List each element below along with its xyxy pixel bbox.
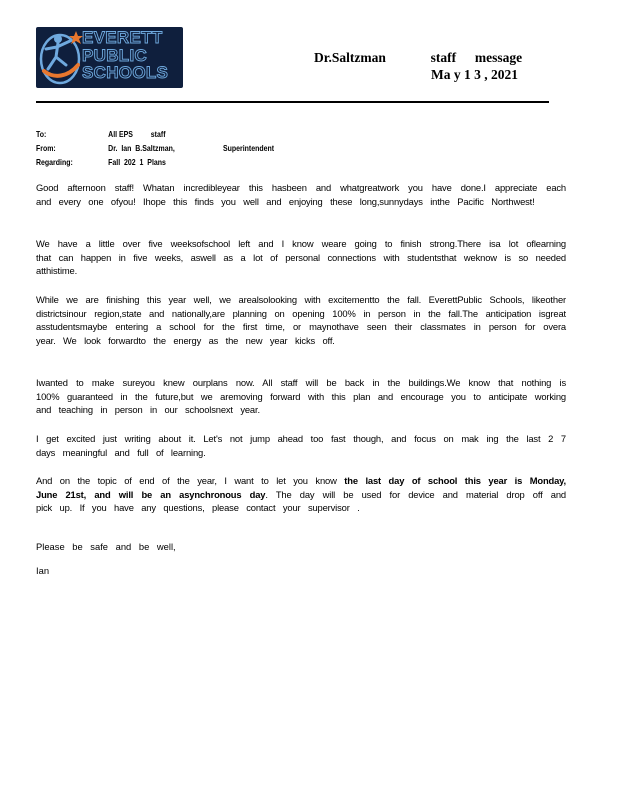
- last-day-details: . The day will be used for device and material drop off and pick up. If you have any questions, please contact your supervisor .: [36, 488, 566, 514]
- from-label: From:: [36, 143, 56, 153]
- paragraph-excited: I get excited just writing about it. Let's not jump ahead too fast though, and focus on mak ing the last 2 7 days meaningful and full of learning.: [36, 433, 566, 458]
- logo-line-2: PUBLIC: [82, 45, 148, 65]
- district-logo: [36, 27, 183, 88]
- to-extra: staff: [150, 129, 166, 139]
- title-staff: staff: [430, 50, 457, 65]
- logo-line-1: EVERETT: [82, 28, 163, 47]
- paragraph-fall-plans: While we are finishing this year well, we arealsolooking with excitementto the fall. EverettPublic Schools, likeother districtsinour region,state and nationally,are planning on opening 100% in person in the fall.The anticipation isgreat asstudentsmaybe entering a school for the first time, or maynothave seen their classmates in person for overa year. We look forwardto the energy as the new year kicks off.: [36, 294, 566, 346]
- regarding-value: Fall 202 1 Plans: [108, 157, 166, 167]
- last-day-highlight: the last day of school this year is Monday, June 21st, and will be an asynchronous day: [36, 475, 566, 500]
- to-label: To:: [36, 129, 47, 139]
- to-value: All EPS: [108, 129, 133, 139]
- title-message: message: [474, 50, 523, 65]
- last-day-intro: And on the topic of end of the year, I want to let you know: [36, 475, 337, 486]
- from-value: Dr. Ian B.Saltzman,: [108, 143, 175, 153]
- paragraph-five-weeks: We have a little over five weeksofschool left and I know weare going to finish strong.There isa lot oflearning that can happen in five weeks, aswell as a lot of personal connections with studentsthat weknow is so needed atthistime.: [36, 238, 566, 277]
- signature: Ian: [36, 565, 50, 576]
- paragraph-staff-return: Iwanted to make sureyou knew ourplans now. All staff will be back in the buildings.We know that nothing is 100% guaranteed in the future,but we aremoving forward with this plan and encourage you to anticipate working and teaching in person in our schoolsnext year.: [36, 377, 566, 416]
- from-extra: Superintendent: [222, 143, 275, 153]
- regarding-label: Regarding:: [36, 157, 73, 167]
- header-divider: [36, 101, 549, 103]
- paragraph-last-day: [36, 474, 566, 515]
- title-name: Dr.Saltzman: [314, 50, 386, 65]
- memo-title: [314, 50, 522, 66]
- logo-line-3: SCHOOLS: [82, 63, 169, 82]
- logo-wordmark: [82, 29, 181, 82]
- memo-date: Ma y 1 3 , 2021: [431, 67, 518, 82]
- paragraph-greeting: Good afternoon staff! Whatan incredibleyear this hasbeen and whatgreatwork you have done.I appreciate each and every one ofyou! Ihope this finds you well and enjoying these long,sunnydays inthe Pacific Northwest!: [36, 182, 566, 207]
- closing-line: Please be safe and be well,: [36, 541, 176, 552]
